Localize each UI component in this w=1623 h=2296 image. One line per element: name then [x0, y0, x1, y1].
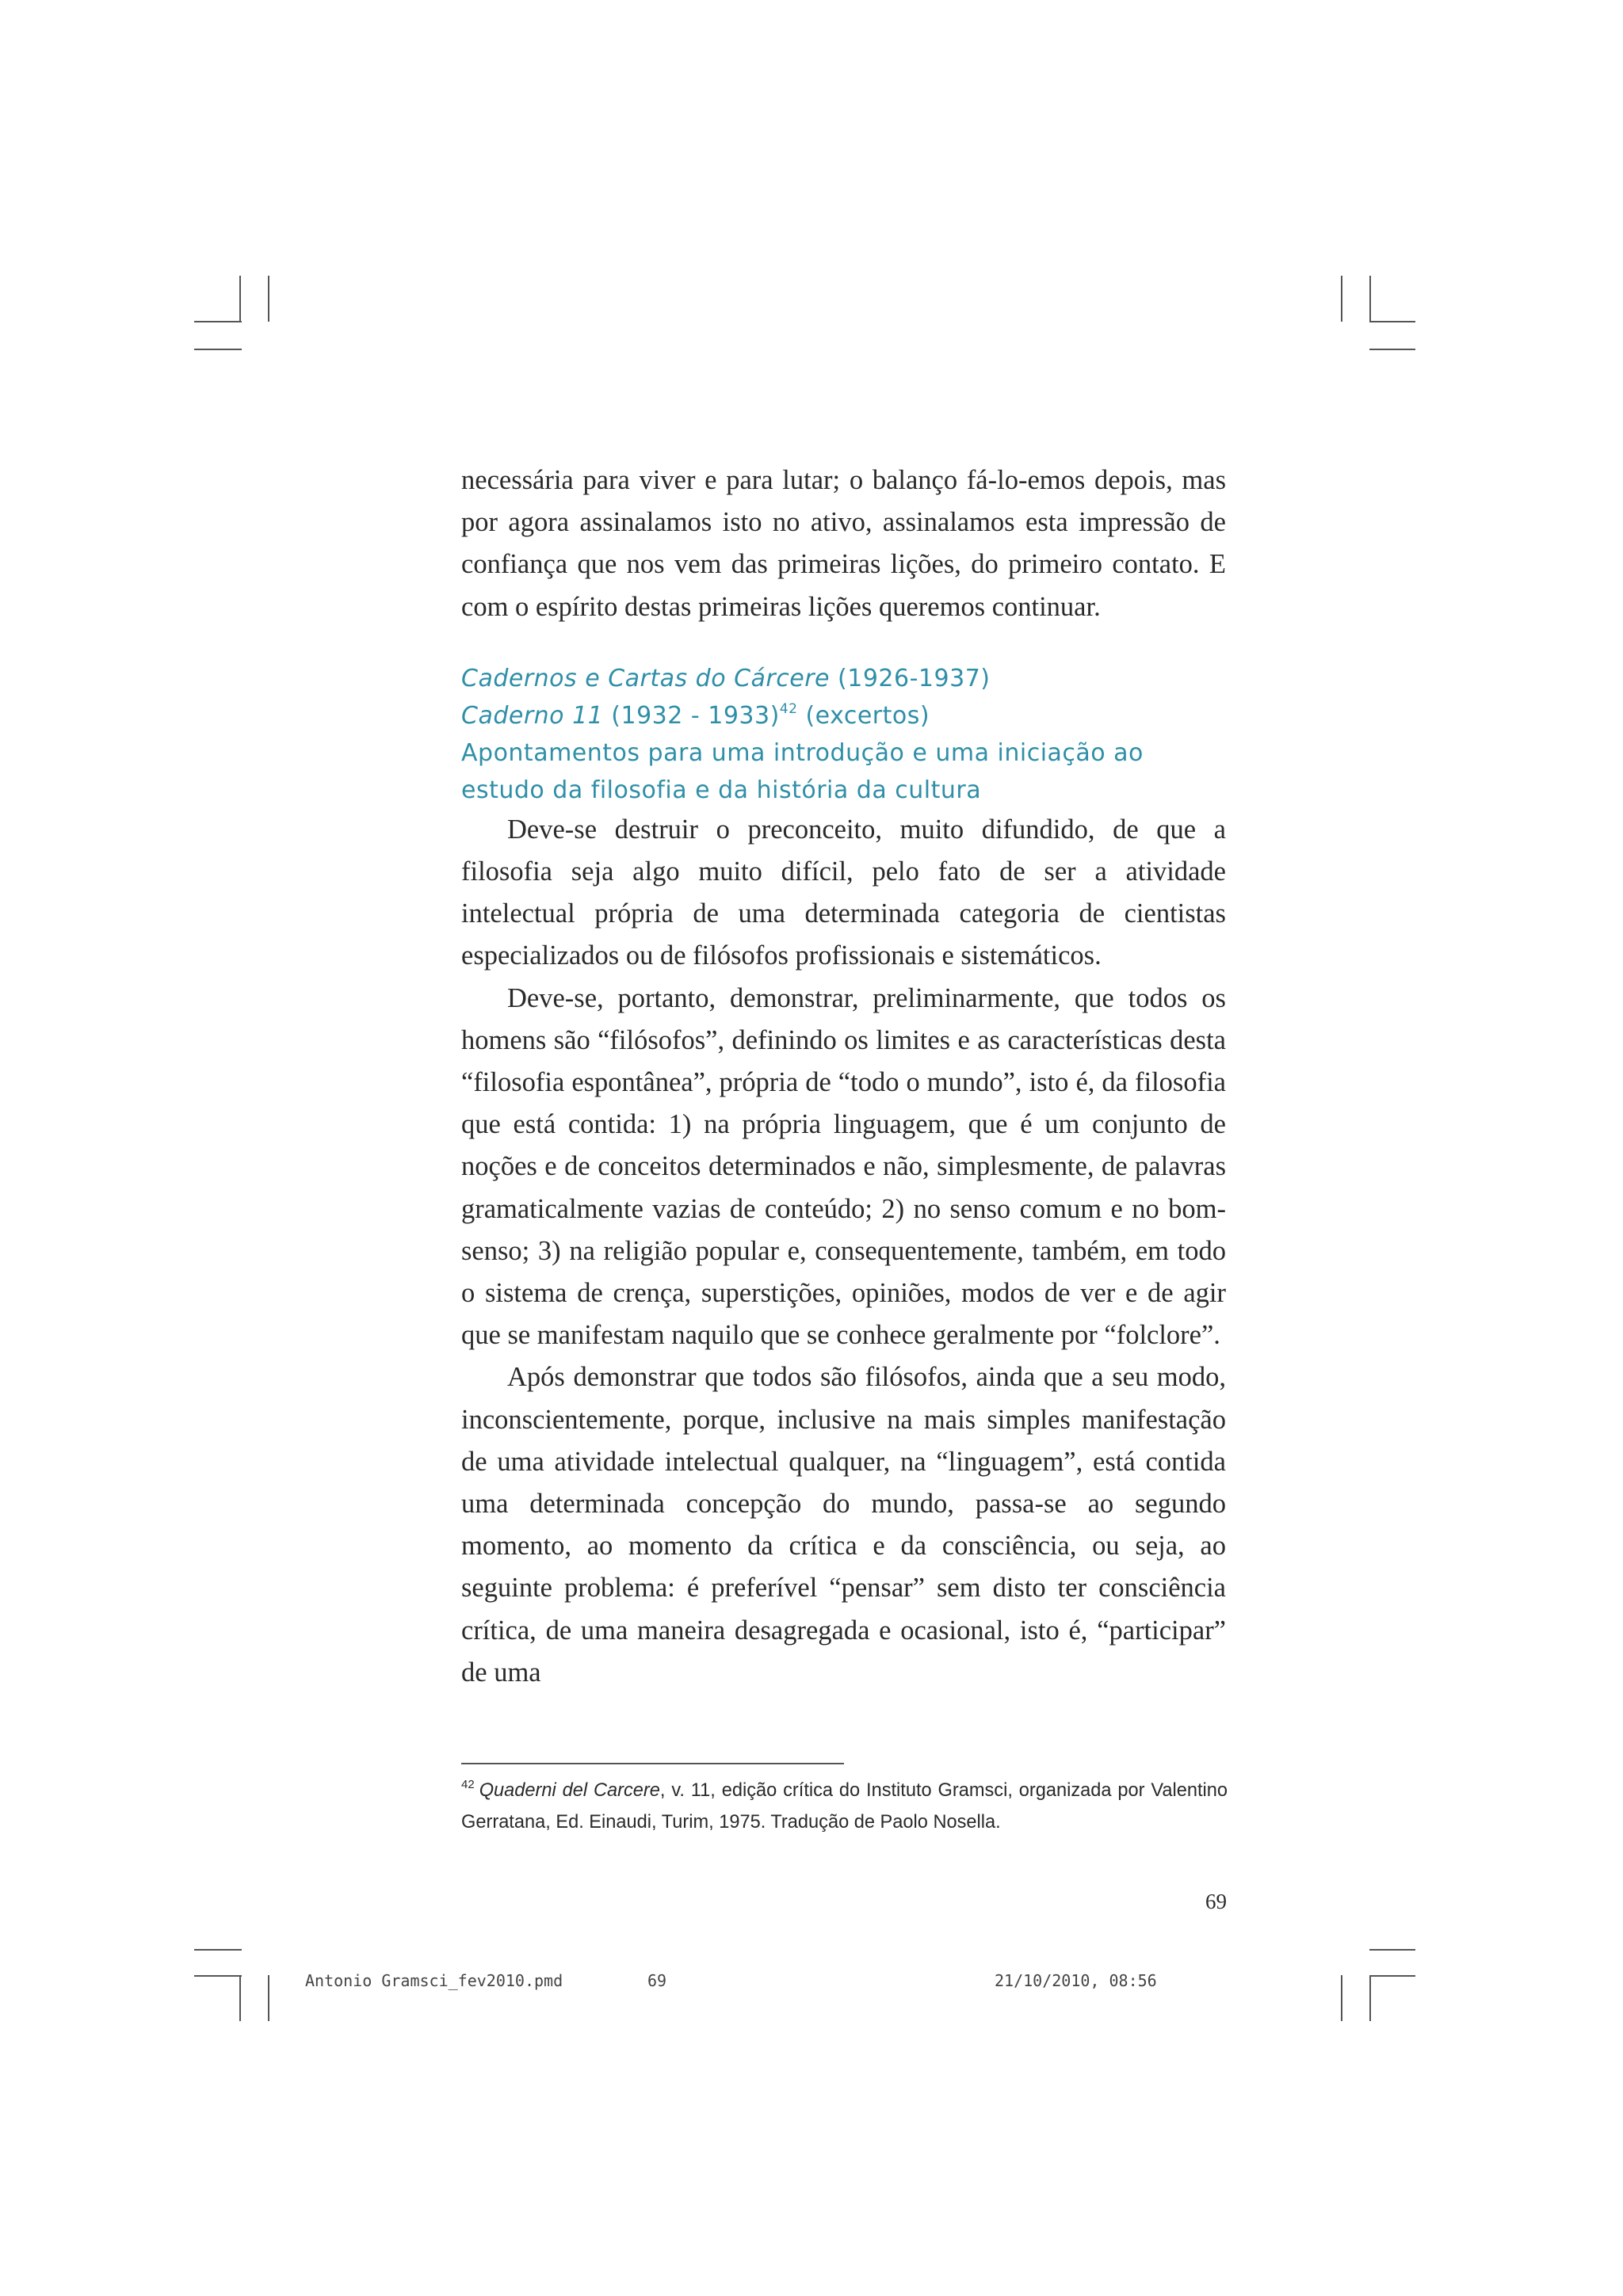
crop-mark	[268, 1975, 269, 2021]
crop-mark	[194, 321, 242, 322]
footnote-title: Quaderni del Carcere	[479, 1780, 660, 1801]
crop-mark	[1369, 321, 1415, 322]
crop-mark	[239, 1975, 241, 2021]
footnote-divider	[461, 1763, 844, 1764]
paragraph: Deve-se, portanto, demonstrar, preliminarmente, que todos os homens são “filósofos”, definindo os limites e as características desta “filosofia espontânea”, própria de “todo o mundo”, isto é, da filosofia que está contida: 1) na própria linguagem, que é um conjunto de noções e de conceitos determinados e não, simplesmente, de palavras gramaticalmente vazias de conteúdo; 2) no senso comum e no bom-senso; 3) na religião popular e, consequentemente, também, em todo o sistema de crença, superstições, opiniões, modos de ver e de agir que se manifestam naquilo que se conhece geralmente por “folclore”.	[461, 982, 1226, 1351]
slug-datetime: 21/10/2010, 08:56	[995, 1971, 1157, 1990]
paragraph: Deve-se destruir o preconceito, muito difundido, de que a filosofia seja algo muito difícil, pelo fato de ser a atividade intelectual própria de uma determinada categoria de cientistas especializados ou de filósofos profissionais e sistemáticos.	[461, 814, 1226, 971]
slug-filename: Antonio Gramsci_fev2010.pmd	[305, 1971, 563, 1990]
crop-mark	[194, 1975, 242, 1977]
paragraph-continuation: necessária para viver e para lutar; o balanço fá-lo-emos depois, mas por agora assinalamos isto no ativo, assinalamos esta impressão de confiança que nos vem das primeiras lições, do primeiro contato. E com o espírito destas primeiras lições queremos continuar.	[461, 465, 1226, 622]
crop-mark	[1369, 349, 1415, 350]
crop-mark	[1341, 276, 1342, 322]
crop-mark	[194, 1949, 242, 1951]
heading-notebook-years: (1932 - 1933)	[603, 701, 780, 730]
heading-notebook-italic: Caderno 11	[461, 701, 604, 730]
crop-mark	[1369, 1949, 1415, 1951]
print-slug	[305, 1971, 1161, 1995]
crop-mark	[268, 276, 269, 322]
crop-mark	[1369, 1975, 1415, 1977]
footnote-number: 42	[461, 1778, 475, 1791]
section-heading-source	[461, 660, 1226, 697]
page-number: 69	[1205, 1890, 1227, 1913]
footnote-reference[interactable]: 42	[779, 700, 798, 717]
heading-title-italic: Cadernos e Cartas do Cárcere	[461, 664, 831, 692]
section-heading-title: Apontamentos para uma introdução e uma iniciação ao estudo da filosofia e da história da cultura	[461, 738, 1144, 804]
heading-notebook-suffix: (excertos)	[797, 701, 930, 730]
footnote-text: , v. 11, edição crítica do Instituto Gramsci, organizada por Valentino Gerratana, Ed. Einaudi, Turim, 1975. Tradução de Paolo Nosella.	[461, 1780, 1228, 1833]
crop-mark	[1369, 1975, 1371, 2021]
section-heading-notebook	[461, 697, 1226, 734]
slug-page: 69	[647, 1971, 667, 1990]
crop-mark	[194, 349, 242, 350]
footnote	[461, 1775, 1228, 1838]
paragraph: Após demonstrar que todos são filósofos, ainda que a seu modo, inconscientemente, porque, inclusive na mais simples manifestação de uma atividade intelectual qualquer, na “linguagem”, está contida uma determinada concepção do mundo, passa-se ao segundo momento, ao momento da crítica e da consciência, ou seja, ao seguinte problema: é preferível “pensar” sem disto ter consciência crítica, de uma maneira desagregada e ocasional, isto é, “participar” de uma	[461, 1362, 1226, 1688]
crop-mark	[1341, 1975, 1342, 2021]
body-text	[461, 460, 1226, 1694]
crop-mark	[239, 276, 241, 322]
crop-mark	[1369, 276, 1371, 322]
heading-date-range: (1926-1937)	[830, 664, 991, 692]
